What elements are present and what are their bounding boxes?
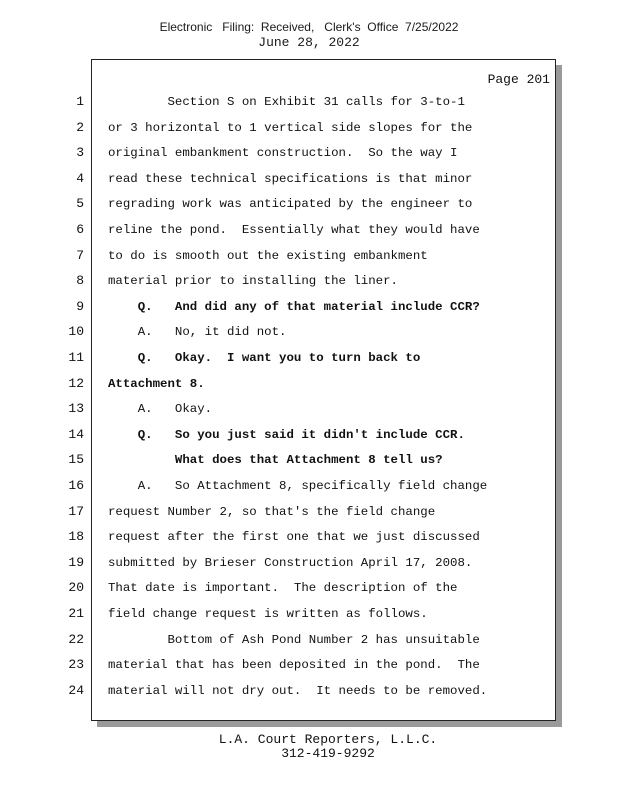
- transcript-line: to do is smooth out the existing embankment: [108, 248, 428, 263]
- line-number: 7: [76, 247, 84, 263]
- reporter-phone: 312-419-9292: [281, 746, 375, 761]
- transcript-line: Attachment 8.: [108, 376, 205, 391]
- line-number: 5: [76, 196, 84, 212]
- line-number: 11: [68, 350, 84, 365]
- transcript-line: field change request is written as follows.: [108, 607, 428, 621]
- line-number: 9: [76, 298, 84, 314]
- line-number: 13: [68, 401, 84, 417]
- line-number: 6: [76, 222, 84, 237]
- transcript-line: Q. So you just said it didn't include CCR.: [108, 427, 465, 442]
- line-number: 23: [68, 657, 84, 673]
- line-number: 22: [68, 631, 84, 647]
- line-number: 3: [76, 145, 84, 161]
- transcript-line: Bottom of Ash Pond Number 2 has unsuitable: [108, 632, 480, 647]
- transcript-line: submitted by Brieser Construction April 17, 2008.: [108, 555, 473, 570]
- transcript-line: original embankment construction. So the way I: [108, 146, 458, 161]
- filing-stamp: Electronic Filing: Received, Clerk's Office 7/25/2022: [159, 20, 459, 34]
- line-number: 16: [68, 478, 84, 493]
- transcript-line: material will not dry out. It needs to be removed.: [108, 683, 488, 698]
- transcript-date: June 28, 2022: [258, 35, 360, 50]
- transcript-line: A. No, it did not.: [108, 325, 287, 340]
- transcript-line: Q. Okay. I want you to turn back to: [108, 351, 421, 365]
- transcript-line: A. Okay.: [108, 402, 213, 417]
- transcript-line: A. So Attachment 8, specifically field change: [108, 479, 488, 493]
- transcript-line: That date is important. The description of the: [108, 581, 458, 596]
- line-number: 10: [68, 324, 84, 340]
- transcript-line: Section S on Exhibit 31 calls for 3-to-1: [108, 95, 465, 109]
- line-number: 18: [68, 529, 84, 545]
- page-number: Page 201: [487, 72, 550, 87]
- line-number: 20: [68, 580, 84, 596]
- transcript-line: read these technical specifications is that minor: [108, 171, 473, 186]
- line-number: 24: [68, 682, 84, 698]
- line-number: 21: [68, 606, 84, 621]
- line-number: 2: [76, 119, 84, 135]
- transcript-line: material that has been deposited in the pond. The: [108, 658, 480, 673]
- transcript-line: regrading work was anticipated by the engineer to: [108, 197, 473, 212]
- transcript-line: material prior to installing the liner.: [108, 274, 398, 289]
- reporter-name: L.A. Court Reporters, L.L.C.: [218, 732, 438, 747]
- line-number: 8: [76, 273, 84, 289]
- transcript-line: or 3 horizontal to 1 vertical side slopes for the: [108, 120, 473, 135]
- line-number: 17: [68, 503, 84, 519]
- line-number: 19: [68, 554, 84, 570]
- line-number: 4: [76, 170, 84, 186]
- line-number: 15: [68, 452, 84, 468]
- transcript-line: reline the pond. Essentially what they would have: [108, 223, 480, 237]
- transcript-line: What does that Attachment 8 tell us?: [108, 453, 443, 468]
- transcript-line: request after the first one that we just discussed: [108, 530, 480, 545]
- transcript-line: Q. And did any of that material include CCR?: [108, 299, 480, 314]
- line-number: 12: [68, 375, 84, 391]
- line-number: 14: [68, 426, 84, 442]
- line-number: 1: [76, 94, 84, 109]
- transcript-line: request Number 2, so that's the field change: [108, 504, 436, 519]
